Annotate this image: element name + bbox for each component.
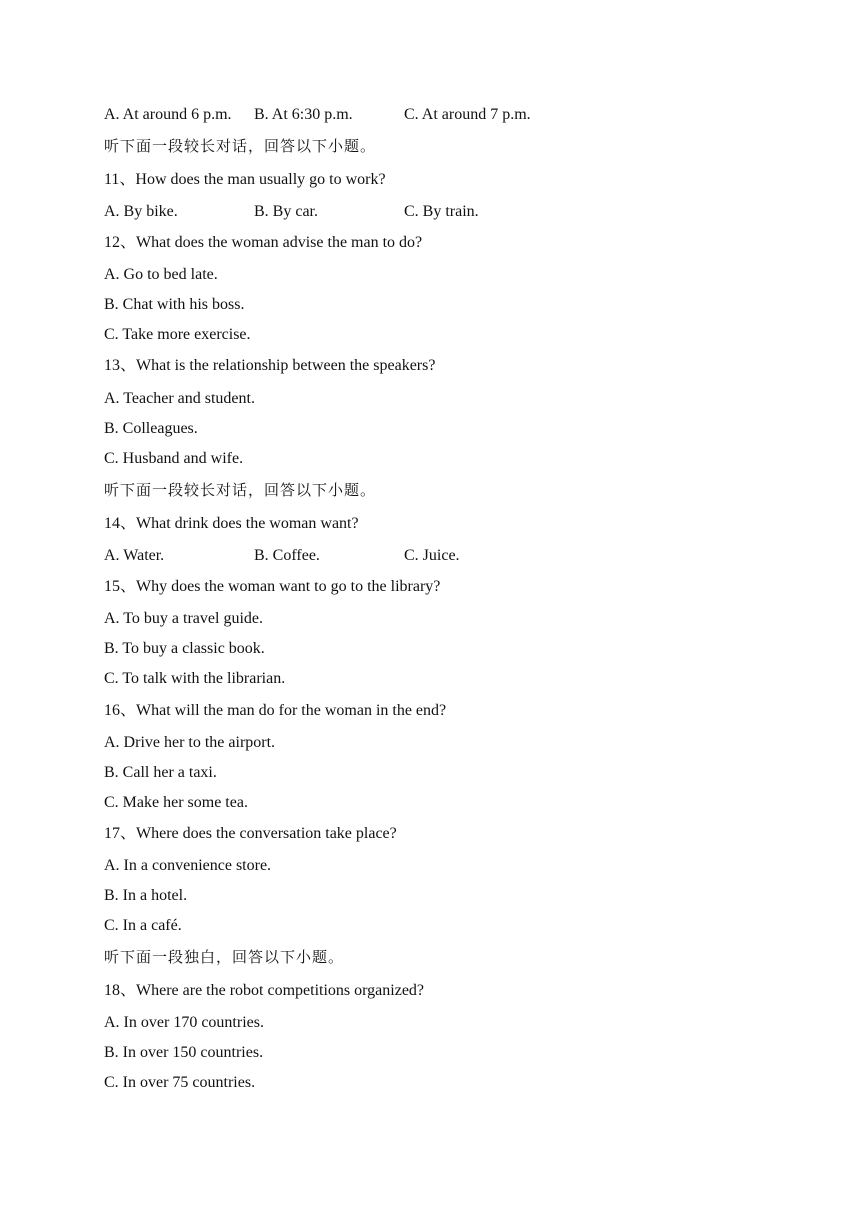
q12-option-b: B. Chat with his boss. (104, 296, 245, 313)
q16-question: 16、What will the man do for the woman in the end? (104, 702, 447, 719)
q10-option-c: C. At around 7 p.m. (404, 106, 531, 123)
q11-option-a: A. By bike. (104, 203, 178, 220)
q10-option-b: B. At 6:30 p.m. (254, 106, 353, 123)
q17-option-a: A. In a convenience store. (104, 857, 272, 874)
q11-question: 11、How does the man usually go to work? (104, 171, 386, 188)
q11-option-c: C. By train. (404, 203, 479, 220)
q18-option-a: A. In over 170 countries. (104, 1014, 264, 1031)
q15-question: 15、Why does the woman want to go to the library? (104, 578, 441, 595)
q13-option-c: C. Husband and wife. (104, 450, 244, 467)
section-instruction-3: 听下面一段独白，回答以下小题。 (104, 948, 345, 966)
q11-option-b: B. By car. (254, 203, 318, 220)
q15-option-a: A. To buy a travel guide. (104, 610, 263, 627)
q13-question: 13、What is the relationship between the speakers? (104, 357, 436, 374)
q13-option-b: B. Colleagues. (104, 420, 198, 437)
q18-option-b: B. In over 150 countries. (104, 1044, 264, 1061)
q12-question: 12、What does the woman advise the man to do? (104, 234, 423, 251)
q10-option-a: A. At around 6 p.m. (104, 106, 232, 123)
q17-option-c: C. In a café. (104, 917, 182, 934)
q18-option-c: C. In over 75 countries. (104, 1074, 256, 1091)
q14-option-c: C. Juice. (404, 547, 460, 564)
q14-option-b: B. Coffee. (254, 547, 320, 564)
q16-option-b: B. Call her a taxi. (104, 764, 217, 781)
q18-question: 18、Where are the robot competitions organized? (104, 982, 425, 999)
q12-option-c: C. Take more exercise. (104, 326, 251, 343)
q12-option-a: A. Go to bed late. (104, 266, 218, 283)
q13-option-a: A. Teacher and student. (104, 390, 255, 407)
q14-question: 14、What drink does the woman want? (104, 515, 359, 532)
q16-option-c: C. Make her some tea. (104, 794, 248, 811)
q15-option-b: B. To buy a classic book. (104, 640, 265, 657)
section-instruction-1: 听下面一段较长对话，回答以下小题。 (104, 137, 377, 155)
q16-option-a: A. Drive her to the airport. (104, 734, 276, 751)
q15-option-c: C. To talk with the librarian. (104, 670, 286, 687)
q14-option-a: A. Water. (104, 547, 165, 564)
section-instruction-2: 听下面一段较长对话，回答以下小题。 (104, 481, 377, 499)
q17-question: 17、Where does the conversation take place? (104, 825, 397, 842)
q17-option-b: B. In a hotel. (104, 887, 188, 904)
